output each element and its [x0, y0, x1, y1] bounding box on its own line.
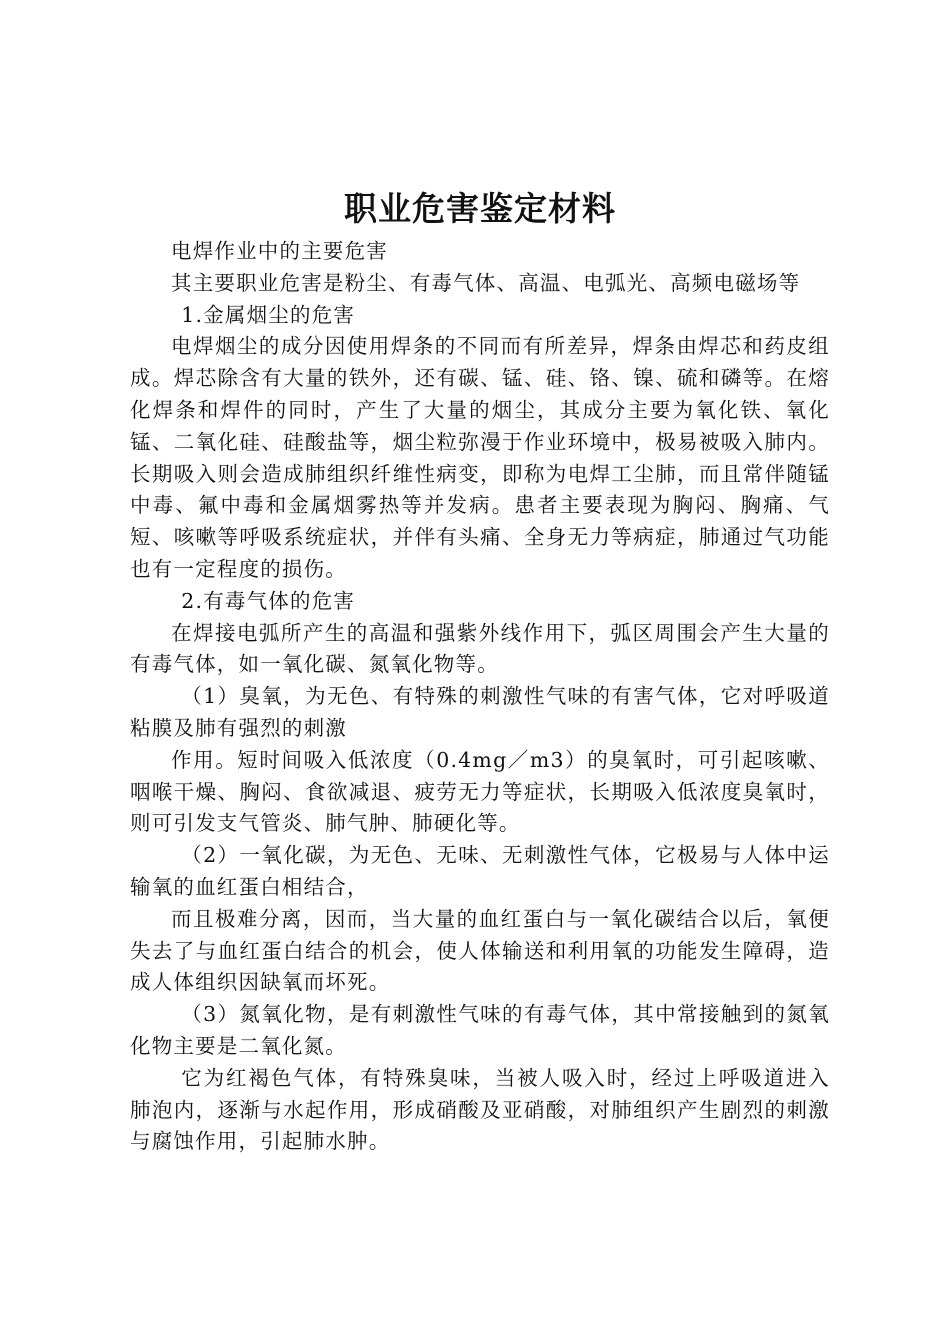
paragraph-ozone-effects: 作用。短时间吸入低浓度（0.4mg／m3）的臭氧时，可引起咳嗽、咽喉干燥、胸闷、食欲减退、疲劳无力等症状，长期吸入低浓度臭氧时，则可引发支气管炎、肺气肿、肺硬化等。: [130, 747, 830, 836]
paragraph-ozone-intro: （1）臭氧，为无色、有特殊的刺激性气味的有害气体，它对呼吸道粘膜及肺有强烈的刺激: [130, 684, 830, 740]
paragraph-hazard-summary: 其主要职业危害是粉尘、有毒气体、高温、电弧光、高频电磁场等: [171, 270, 801, 295]
paragraph-nitrogen-dioxide-effects: 它为红褐色气体，有特殊臭味，当被人吸入时，经过上呼吸道进入肺泡内，逐渐与水起作用，形成硝酸及亚硝酸，对肺组织产生剧烈的刺激与腐蚀作用，引起肺水肿。: [130, 1065, 830, 1154]
paragraph-metal-fumes: 电焊烟尘的成分因使用焊条的不同而有所差异，焊条由焊芯和药皮组成。焊芯除含有大量的铁外，还有碳、锰、硅、铬、镍、硫和磷等。在熔化焊条和焊件的同时，产生了大量的烟尘，其成分主要为氧化铁、氧化锰、二氧化硅、硅酸盐等，烟尘粒弥漫于作业环境中，极易被吸入肺内。长期吸入则会造成肺组织纤维性病变，即称为电焊工尘肺，而且常伴随锰中毒、氟中毒和金属烟雾热等并发病。患者主要表现为胸闷、胸痛、气短、咳嗽等呼吸系统症状，并伴有头痛、全身无力等病症，肺通过气功能也有一定程度的损伤。: [130, 334, 830, 581]
paragraph-carbon-monoxide-intro: （2）一氧化碳，为无色、无味、无刺激性气体，它极易与人体中运输氧的血红蛋白相结合，: [130, 843, 830, 899]
document-page: [130, 186, 830, 1158]
paragraph-main-hazards-heading: 电焊作业中的主要危害: [171, 239, 388, 263]
paragraph-carbon-monoxide-effects: 而且极难分离，因而，当大量的血红蛋白与一氧化碳结合以后，氧便失去了与血红蛋白结合的机会，使人体输送和利用氧的功能发生障碍，造成人体组织因缺氧而坏死。: [130, 906, 830, 995]
section-heading-toxic-gases: 2.有毒气体的危害: [181, 588, 356, 613]
document-title: 职业危害鉴定材料: [344, 189, 616, 228]
paragraph-toxic-gases: 在焊接电弧所产生的高温和强紫外线作用下，弧区周围会产生大量的有毒气体，如一氧化碳、氮氧化物等。: [130, 620, 830, 677]
paragraph-nitrogen-oxides-intro: （3）氮氧化物，是有刺激性气味的有毒气体，其中常接触到的氮氧化物主要是二氧化氮。: [130, 1002, 830, 1058]
section-heading-metal-fumes: 1.金属烟尘的危害: [181, 302, 356, 327]
